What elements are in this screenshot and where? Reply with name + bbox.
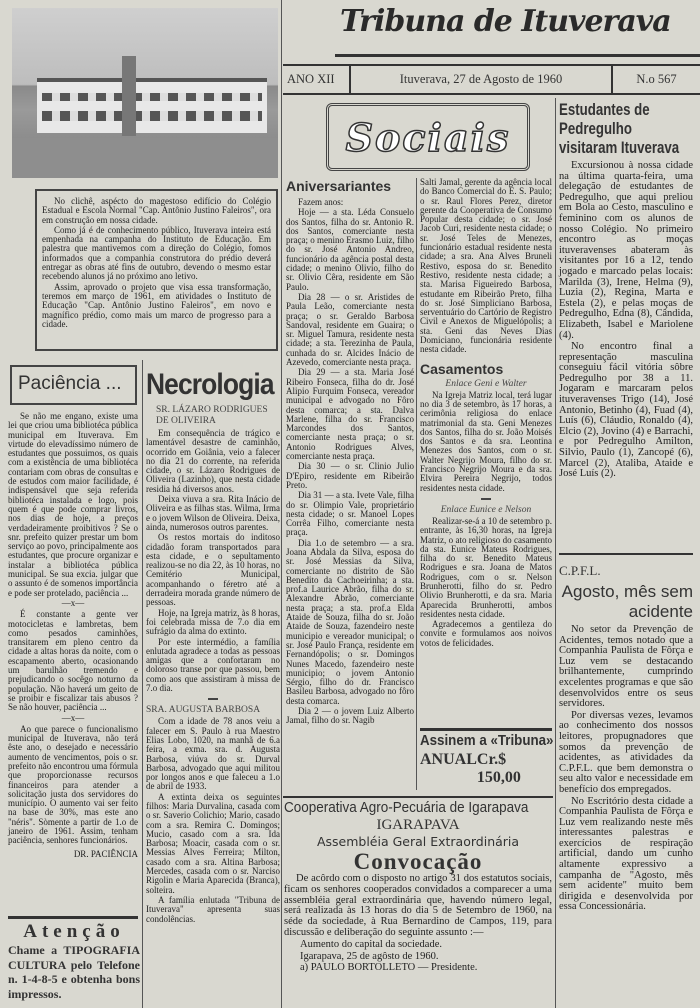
year-label: ANO XII — [283, 66, 351, 93]
obituary-paragraph: A extinta deixa os seguintes filhos: Maria Durvalina, casada com o sr. Saverio Colichio; Mario, casado com a sra. Remira C. Domingos; Mucio, casado com a sra. Ida Barbosa; Moacir, casada com o sr. Messias Alves Ferreira; Milton, casado com a sra. Altina Barbosa; Mercedes, casada com o sr. Narciso Rigolin e Maria Aparecida (Branca), solteira. — [146, 791, 280, 895]
birthday-paragraph: Dia 29 — a sta. Maria José Ribeiro Fonseca, filha do dr. José Alipio Furquim Fonseca, vereador municipal e advogado no Fôro desta comarca; a sta. Dalva Marlene, filha do sr. Francisco Marcondes dos Santos, comerciante nesta praça; o sr. Antonio Rodrigues Alves, comerciante nesta praça. — [286, 367, 414, 462]
cpfl-headline: Agosto, mês sem acidente — [561, 582, 693, 621]
necrologia-column — [146, 362, 280, 924]
building-photo — [12, 8, 278, 178]
birthday-paragraph: Dia 2 — o jovem Luiz Alberto Jamal, filho do sr. Nagib — [286, 706, 414, 726]
article-paragraph: Por diversas vezes, levamos ao conhecimento dos nossos leitores, propugnadores que somos da prevenção de acidentes, as atividades da C.P.F.L. que bem demonstra o seu alto valor e necessidade em benefício dos empregados. — [559, 709, 693, 795]
convocacao-item: Aumento do capital da sociedade. — [300, 938, 442, 950]
birthday-paragraph: Dia 30 — o sr. Clinio Julio D'Epiro, residente em Ribeirão Preto. — [286, 461, 414, 490]
cooperativa-city: IGARAPAVA — [376, 817, 460, 833]
birthday-paragraph: Dia 1.o de setembro — a sra. Joana Abdala da Silva, esposa do sr. José Messias da Silva, comerciante no distrito de São Benedito da Cachoeirinha; a sta. prof.a Laurice Abrão, filha do sr. Alexandre Abrão, comerciante nesta praça; a sta. prof.a Elda Ataide de Souza, filha do sr. João Ataide de Souza, fazendeiro neste municipio e vereador municipal; o sr. José Paulo França, residente em Fernandópolis; o sr. Domingos Nunes Macedo, fazendeiro neste municipio; o jovem Antonio Sérgio, filho do dr. Francisco Basileu Barbosa, advogado no fôro desta comarca. — [286, 537, 414, 706]
cooperativa-notice — [284, 800, 552, 974]
casamentos-title: Casamentos — [420, 360, 504, 377]
convocacao-date: Igarapava, 25 de agôsto de 1960. — [300, 950, 439, 962]
column-divider — [416, 178, 417, 790]
separator: —x— — [61, 712, 85, 723]
assinem-title: Assinem a «Tribuna» — [420, 733, 554, 749]
paciencia-paragraph: É constante a gente ver motocicletas e lambretas, bem como pesados caminhões, transitarem em pleno centro da cidade a altas horas da noite, com o escapamento aberto, ocasionando um barulhão tremendo e prejudicando o socêgo noturno da população. Não haverá um geito de se proibir e fiscalizar tais abusos ? Se não houver, paciência ... — [8, 609, 138, 713]
article-paragraph: No setor da Prevenção de Acidentes, temos notado que a Companhia Paulista de Fôrça e Luz vem se destacando brilhantemente, cumprindo excelentes programas e que são desenvolvidos entre os seus servidores. — [559, 624, 693, 710]
caption-paragraph: No clichê, aspécto do magestoso edifício do Colégio Estadual e Escola Normal "Cap. Antônio Justino Faleiros", ora em construção em nossa cidade. — [42, 196, 271, 225]
birthday-paragraph: Salti Jamal, gerente da agência local do Banco Comercial do E. S. Paulo; o sr. Raul Flores Perez, diretor gerente da Cooperativa de Consumo Popular desta cidade; o sr. José Jacob Curi, residente nesta cidade; o sr. José Teles de Menezes, funcionário estadual residente nesta cidade; a sra. Ana Alves Bruneli Restivo, esposa do sr. Benedito Restivo, residente nesta cidade; a sta. Marisa Figueiredo Barbosa, estudante em Ribeirão Preto, filha do sr. José Simpliciano Barbosa, serventuário do Cartório de Registro Civil e Anexos de Miguelópolis; a sta. Geni das Neves Dias Domiciano, funcionária residente nesta cidade. — [420, 177, 552, 355]
obituary-name: SR. LÁZARO RODRIGUES DE OLIVEIRA — [156, 405, 268, 426]
subscription-price: Cr.$ 150,00 — [476, 751, 521, 786]
wedding-paragraph: Realizar-se-á a 10 de setembro p. entrante, às 16,30 horas, na Igreja Matriz, o ato religioso do casamento da sta. Eunice Mateus Rodrigues, filha do sr. Benedito Mateus Rodrigues e sra. Joana de Matos Rodrigues, com o sr. Nelson Brunherotti, filho do sr. Pedro Olivio Brunherotti, e da sra. Maria Aparecida Brunherotti, ambos residentes nesta cidade. — [420, 515, 552, 619]
atencao-ad — [8, 921, 140, 1001]
wedding-subtitle: Enlace Geni e Walter — [445, 378, 527, 389]
caption-paragraph: Assim, aprovado o projeto que visa essa transformação, teremos em março de 1961, em atividades o Instituto de Educação "Cap. Antônio Justino Faleiros", em novo e magnífico prédio, como mais um marco de progresso para a cidade. — [42, 281, 271, 329]
caption-paragraph: Como já é de conhecimento público, Ituverava inteira está empenhada na campanha do Instituto de Educação. Em palestra que mantivemos com a direção do Colégio, fomos informados que a companhia construtora do prédio deverá entregar as obras até fins de outubro, devendo o mesmo estar recebendo alunos já no próximo ano letivo. — [42, 224, 271, 282]
intro: Fazem anos: — [298, 197, 344, 207]
obituary-paragraph: Por este intermédio, a família enlutada agradece a todas as pessoas amigas que a confortaram no doloroso transe por que passou, bem como aos que assistiram à missa de 7.o dia. — [146, 636, 280, 694]
paciencia-title-box — [10, 365, 137, 405]
estudantes-article — [559, 100, 693, 480]
subscription-label: ANUAL — [420, 751, 477, 768]
obituary-paragraph: Os restos mortais do inditoso cidadão foram transportados para esta cidade, e o sepultamento realizou-se no dia 22, às 10 horas, no Cemitério Municipal, acompanhando o féretro até a derradeira morada grande número de pessoas. — [146, 532, 280, 608]
sociais-title: Sociais — [345, 114, 511, 160]
atencao-title: Atenção — [23, 921, 125, 942]
paciencia-paragraph: Ao que parece o funcionalismo municipal de Ituverava, não terá êste ano, o desejado e necessário aumento de vencimentos, pois o sr. prefeito não encontrou uma fórmula que proporcionasse recursos financeiros para atender a solicitação justa dos servidores do município. O aumento vai ser feito na base de 30%, mas este ano "néris". Sòmente a partir de 1.o de janeiro de 1961. Assim, tenham paciência, senhores funcionários. — [8, 723, 138, 846]
article-paragraph: No encontro final a representação masculina conseguiu fácil vitória sôbre Pedregulho por 38 a 11. Jogaram e marcaram pelos ituveravenses Trigo (14), José Antonio, Betinho (4), Fuad (4), Luís (6), Cláudio, Ronaldo (4), Elcio (2), Jovino (4) e Barrachi, e por Pedregulho Amilton, Silvio, Paulo (1), Zancopé (6), Marcel (2), Ataliba, Ataide e José Luís (2). — [559, 341, 693, 480]
aniversariantes-title: Aniversariantes — [286, 178, 392, 194]
paciencia-signature: DR. PACIÊNCIA — [73, 848, 138, 859]
column-divider — [281, 0, 282, 1008]
date-label: Ituverava, 27 de Agosto de 1960 — [351, 66, 613, 93]
obituary-name: SRA. AUGUSTA BARBOSA — [146, 705, 261, 716]
obituary-paragraph: Deixa viuva a sra. Rita Inácio de Oliveira e as filhas stas. Wilma, Irma e o jovem Wilson de Oliveira. Deixa, ainda, numerosos outros parentes. — [146, 494, 280, 532]
wedding-paragraph: Agradecemos a gentileza do convite e formulamos aos noivos votos de felicidades. — [420, 619, 552, 648]
obituary-paragraph: Em consequência de trágico e lamentável desastre de caminhão, ocorrido em Goiânia, veio a falecer no dia 21 do corrente, na referida cidade, o sr. Lázaro Rodrigues de Oliveira (Lazinho), que nesta cidade residia há diversos anos. — [146, 428, 280, 494]
birthday-paragraph: Dia 31 — a sta. Ivete Vale, filha do sr. Olimpio Vale, proprietário nesta cidade; o sr. Manoel Lopes Corrêa Filho, comerciante nesta praça. — [286, 490, 414, 538]
divider — [559, 553, 693, 555]
article-paragraph: No Escritório desta cidade a Companhia Paulista de Fôrça e Luz vem realizando neste mês interessantes palestras e exercícios de respiração artificial, dando um cunho altamente expressivo a campanha de "Agosto, mês sem acidente" muito bem dirigida e desenvolvida por essa Concessionária. — [559, 795, 693, 913]
sociais-banner — [326, 103, 530, 171]
convocacao-heading: Convocação — [353, 849, 483, 874]
assinem-ad — [420, 733, 552, 787]
wedding-paragraph: Na Igreja Matriz local, terá lugar no dia 3 de setembro, às 17 horas, a cerimônia religiosa do enlace matrimonial da sta. Geni Menezes dos Santos, filha do sr. João Moisés dos Santos e da sra. Leontina Menezes dos Santos, com o sr. Walter Negrijo Moura, filho do sr. Francisco Negrijo Moura e da sra. Elvira Pereira Negrijo, todos residentes nesta cidade. — [420, 389, 552, 493]
birthday-paragraph: Hoje — a sta. Léda Consuelo dos Santos, filha do sr. Antonio R. dos Santos, comerciante nesta praça; o menino Erasmo Luiz, filho do sr. José Antonio Andreo, funcionário da agência postal desta cidade; o menino Olivio, filho do sr. Olivio Cêra, residente em São Paulo. — [286, 207, 414, 292]
obituary-paragraph: Hoje, na Igreja matriz, às 8 horas, foi celebrada missa de 7.o dia em sufrágio da alma do extinto. — [146, 607, 280, 637]
atencao-text: Chame a TIPOGRAFIA CULTURA pelo Telefone n. 1-4-8-5 e obtenha bons impressos. — [8, 943, 140, 1001]
masthead-underline — [335, 54, 700, 57]
photo-caption — [35, 189, 278, 351]
column-divider — [555, 98, 556, 1008]
masthead-info-bar — [283, 64, 700, 95]
aniversariantes-column — [286, 178, 414, 726]
assembly-subtitle: Assembléia Geral Extraordinária — [316, 834, 520, 849]
paciencia-title: Paciência ... — [18, 373, 122, 394]
masthead-title: Tribuna de Ituverava — [340, 4, 671, 39]
article-paragraph: Excursionou à nossa cidade na última quarta-feira, uma delegação de estudantes de Pedregulho, que aqui preliou em Bola ao Cesto, masculino e feminino com os alunos de nosso Colégio. No primeiro encontro as moças ituveravenses abateram às visitantes por 16 a 12, tendo jogado e marcado pelas locais: Marilda (3), Irene, Helma (9), Luzia (2), Regina, Marta e Estela (2), e pelas moças de Pedregulho, Edna (8), Cândida, Elizabeth, Isabel e Mariolene (4). — [559, 160, 693, 341]
separator: —x— — [61, 597, 85, 608]
column-divider — [142, 360, 143, 1008]
birthday-paragraph: Dia 28 — o sr. Aristides de Paula Leão, comerciante nesta praça; o sr. Geraldo Barbosa Sandoval, residente em Guaira; o sr. Miguel Tamura, residente nesta cidade; a sta. Terezinha de Paula, cunhada do sr. Alcides Inácio de Azevedo, comerciante nesta praça. — [286, 291, 414, 368]
paciencia-column — [8, 412, 138, 859]
cpfl-kicker: C.P.F.L. — [559, 563, 601, 578]
convocacao-signature: a) PAULO BORTOLLETO — Presidente. — [300, 962, 478, 974]
issue-number: N.o 567 — [636, 72, 677, 86]
casamentos-column — [420, 178, 552, 648]
convocacao-body: De acôrdo com o disposto no artigo 31 dos estatutos sociais, ficam os senhores cooperados convidados a comparecer a uma assembléia geral extraordinária que, havendo número legal, será realizada às 13 horas do dia 5 de Setembro de 1960, na séde da sociedade, à Rua Bernardino de Campos, 119, para discussão e deliberação do seguinte assunto :— — [284, 873, 552, 938]
necrologia-title: Necrologia — [146, 368, 274, 401]
cooperativa-title: Cooperativa Agro-Pecuária de Igarapava — [284, 800, 529, 816]
cpfl-article — [559, 563, 693, 913]
divider — [8, 916, 138, 919]
paciencia-paragraph: Se não me engano, existe uma lei que criou uma bibliotéca pública municipal em Ituverava. Em virtude do elevadíssimo número de estudantes que possuimos, os quais com a existência de uma bibliotéca contariam com obras de consultas e de estudos com maior facilidade, é indispensável que seja referida bibliotéca instalada e logo, pois quem é que pode comprar livros, nos dias de hoje, a preços verdadeiramente proibitivos ? Se o snr. prefeito quizer prestar um bom serviço ao povo, principalmente aos estudantes, que procure organizar e instalar a bibliotéca pública municipal. Se sua excia. julgar que o assunto é de somenos importância e pode ser protelado, paciência ... — [8, 411, 138, 598]
wedding-subtitle: Enlace Eunice e Nelson — [440, 504, 532, 515]
obituary-paragraph: Com a idade de 78 anos veiu a falecer em S. Paulo à rua Maestro Elias Lobo, 1020, na manhã de 6.a feira, a exma. sra. d. Augusta Barbosa, viúva do sr. Durval Barbosa, advogado que aqui militou por longos anos e que faleceu a 1.o de abril de 1933. — [146, 716, 280, 792]
obituary-paragraph: A família enlutada "Tribuna de Ituverava" apresenta suas condolências. — [146, 894, 280, 924]
estudantes-headline: Estudantes de Pedregulho visitaram Ituverava — [559, 100, 680, 157]
divider — [420, 728, 552, 731]
divider — [283, 796, 553, 798]
